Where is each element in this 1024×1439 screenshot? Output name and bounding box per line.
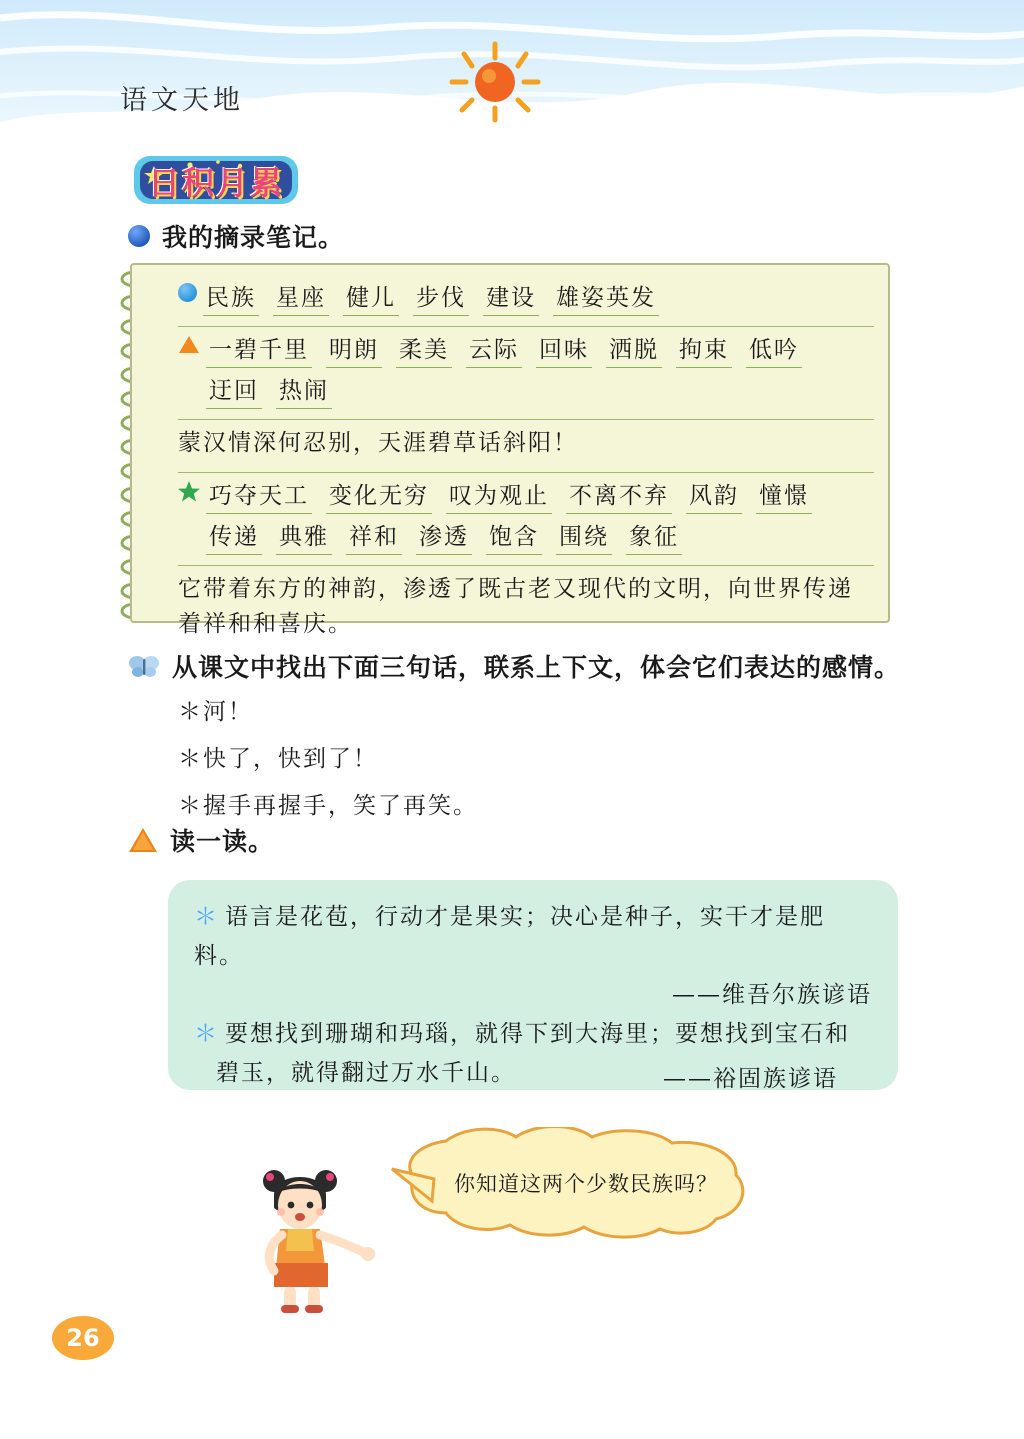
speech-bubble bbox=[386, 1127, 786, 1239]
notebook-sentence-row bbox=[178, 566, 874, 653]
sentence-list bbox=[178, 693, 478, 834]
vocab-word: 建设 bbox=[483, 279, 539, 316]
vocab-word: 健儿 bbox=[343, 279, 399, 316]
vocab-word: 不离不弃 bbox=[566, 477, 672, 514]
proverb-item bbox=[194, 1015, 872, 1093]
heading-notes bbox=[128, 218, 344, 254]
notebook-sentence-row bbox=[178, 420, 874, 473]
proverb-source: ——维吾尔族谚语 bbox=[672, 982, 872, 1009]
proverb-text: 要想找到珊瑚和玛瑙，就得下到大海里；要想找到宝石和 bbox=[225, 1021, 850, 1048]
vocab-word: 风韵 bbox=[686, 477, 742, 514]
list-item: ＊河！ bbox=[178, 699, 253, 725]
vocab-word: 巧夺天工 bbox=[206, 477, 312, 514]
notebook-row bbox=[178, 275, 874, 327]
notebook-sentence: 它带着东方的神韵，渗透了既古老又现代的文明，向世界传递着祥和和喜庆。 bbox=[178, 575, 853, 638]
proverb-item bbox=[194, 898, 872, 1009]
vocab-word: 柔美 bbox=[396, 331, 452, 368]
orange-triangle-icon bbox=[128, 827, 158, 853]
list-item: ＊握手再握手，笑了再笑。 bbox=[178, 793, 478, 819]
blue-dot-icon bbox=[178, 283, 197, 306]
notebook-sentence: 蒙汉情深何忍别，天涯碧草话斜阳！ bbox=[178, 430, 578, 456]
blue-dot-icon bbox=[128, 225, 150, 247]
vocab-word: 民族 bbox=[203, 279, 259, 316]
proverb-line bbox=[194, 1015, 872, 1054]
excerpt-notebook bbox=[130, 263, 890, 638]
proverb-text: 语言是花苞，行动才是果实；决心是种子，实干才是肥料。 bbox=[194, 904, 825, 970]
vocab-word: 渗透 bbox=[416, 518, 472, 555]
asterisk-icon: ＊ bbox=[194, 1021, 219, 1048]
vocab-word: 热闹 bbox=[276, 372, 332, 409]
vocab-word: 一碧千里 bbox=[206, 331, 312, 368]
vocab-word: 典雅 bbox=[276, 518, 332, 555]
heading-find-sentences-label: 从课文中找出下面三句话，联系上下文，体会它们表达的感情。 bbox=[172, 653, 901, 682]
orange-triangle-icon bbox=[178, 335, 200, 358]
vocab-word: 叹为观止 bbox=[446, 477, 552, 514]
vocab-word: 云际 bbox=[466, 331, 522, 368]
vocab-word: 拘束 bbox=[676, 331, 732, 368]
vocab-word: 洒脱 bbox=[606, 331, 662, 368]
vocab-word: 象征 bbox=[626, 518, 682, 555]
vocab-word: 明朗 bbox=[326, 331, 382, 368]
proverb-source: ——裕固族谚语 bbox=[663, 1066, 838, 1093]
vocab-word: 变化无穷 bbox=[326, 477, 432, 514]
vocab-word: 步伐 bbox=[413, 279, 469, 316]
sun-icon bbox=[440, 38, 550, 124]
proverb-line bbox=[194, 898, 872, 976]
vocab-word: 围绕 bbox=[556, 518, 612, 555]
asterisk-icon: ＊ bbox=[194, 904, 219, 930]
notebook-row bbox=[178, 327, 874, 420]
vocab-word: 祥和 bbox=[346, 518, 402, 555]
green-star-icon bbox=[178, 481, 200, 506]
vocab-word: 雄姿英发 bbox=[553, 279, 659, 316]
speech-bubble-text: 你知道这两个少数民族吗？ bbox=[454, 1172, 718, 1196]
vocab-word: 传递 bbox=[206, 518, 262, 555]
page-title: 语文天地 bbox=[120, 85, 244, 116]
vocab-word: 星座 bbox=[273, 279, 329, 316]
page-number-badge: 26 bbox=[52, 1316, 114, 1360]
butterfly-icon bbox=[128, 654, 160, 678]
section-logo bbox=[130, 152, 302, 208]
heading-read-aloud-label: 读一读。 bbox=[170, 827, 275, 856]
vocab-word: 回味 bbox=[536, 331, 592, 368]
section-logo-text: 日积月累 bbox=[147, 164, 284, 202]
notebook-row bbox=[178, 473, 874, 566]
vocab-word: 憧憬 bbox=[756, 477, 812, 514]
list-item: ＊快了，快到了！ bbox=[178, 746, 378, 772]
vocab-word: 低吟 bbox=[746, 331, 802, 368]
vocab-word: 迂回 bbox=[206, 372, 262, 409]
heading-find-sentences bbox=[128, 648, 928, 684]
heading-read-aloud bbox=[128, 822, 274, 858]
proverb-box bbox=[168, 880, 898, 1093]
vocab-word: 饱含 bbox=[486, 518, 542, 555]
girl-character bbox=[240, 1155, 380, 1315]
heading-notes-label: 我的摘录笔记。 bbox=[162, 223, 345, 252]
proverb-text: 碧玉，就得翻过万水千山。 bbox=[216, 1060, 516, 1087]
